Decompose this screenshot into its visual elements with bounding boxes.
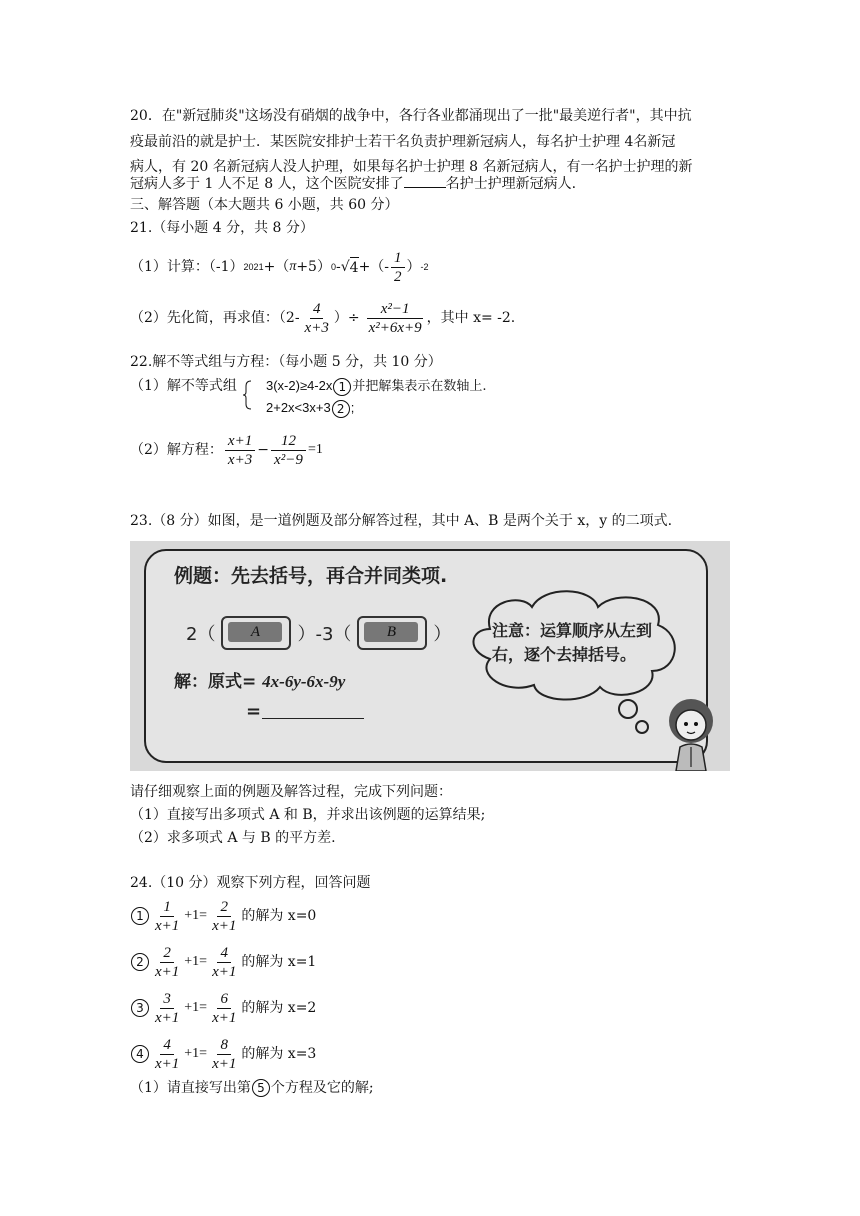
example-title: 例题：先去括号，再合并同类项. — [174, 565, 448, 587]
q24-right-fraction — [209, 1036, 239, 1073]
circled-number-icon: 3 — [131, 999, 149, 1017]
example-two: 2（ — [186, 624, 216, 645]
q22-p2-f2-den: x²−9 — [274, 451, 303, 468]
q24-left-fraction — [152, 898, 182, 935]
q22-p2-f1-num: x+1 — [225, 432, 255, 451]
q21-p2-label: （2）先化简，再求值：（2- — [130, 310, 300, 326]
example-illustration — [130, 541, 730, 771]
circled-number-icon: 2 — [332, 400, 350, 418]
q21-header: 21.（每小题 4 分，共 8 分） — [130, 220, 314, 236]
q24-plus-one: +1= — [184, 1000, 208, 1015]
q21-p1-fraction-den: 2 — [394, 268, 402, 285]
q24-header: 24.（10 分）观察下列方程，回答问题 — [130, 875, 371, 891]
q24-left-num: 3 — [160, 990, 174, 1009]
q24-equation — [130, 988, 316, 1028]
q24-left-fraction — [152, 990, 182, 1027]
q23-header: 23.（8 分）如图，是一道例题及部分解答过程，其中 A、B 是两个关于 x，y 的二项式. — [130, 513, 673, 529]
q24-right-fraction — [209, 944, 239, 981]
q21-p1-exp-neg2: -2 — [420, 262, 429, 272]
q24-right-num: 4 — [217, 944, 231, 963]
q22-p2-f2-num: 12 — [271, 432, 306, 451]
q21-p1-fraction — [391, 249, 405, 286]
q22-ineq2-text: 2+2x<3x+3 — [266, 400, 331, 415]
q20-line-2: 疫最前沿的就是护士．某医院安排护士若干名负责护理新冠病人，每名护士护理 4名新冠 — [130, 134, 676, 150]
q21-p2-fraction-1 — [302, 300, 332, 337]
q21-p1-exp-0: 0 — [330, 262, 336, 272]
q21-p1-four: 4 — [350, 257, 359, 278]
q22-ineq2-tail: ; — [350, 400, 355, 415]
q24-equation — [130, 942, 316, 982]
q24-right-den: x+1 — [212, 917, 237, 934]
q24-p1-text: （1）请直接写出第 — [130, 1080, 251, 1096]
circled-number-icon: 2 — [131, 953, 149, 971]
q23-instruction: 请仔细观察上面的例题及解答过程，完成下列问题： — [130, 784, 452, 800]
q21-p1-exp-2021: 2021 — [243, 262, 264, 272]
q24-equation — [130, 1034, 316, 1074]
q24-solution: 的解为 x=3 — [241, 1046, 317, 1062]
q21-p1-minus-sqrt: -√ — [335, 259, 350, 275]
q24-right-den: x+1 — [212, 963, 237, 980]
q21-p1-plus-open: +（- — [358, 259, 390, 275]
q24-solution: 的解为 x=0 — [241, 908, 317, 924]
q24-right-den: x+1 — [212, 1009, 237, 1026]
q22-p2-eq: =1 — [307, 442, 323, 457]
q21-p1-plus5: +5） — [296, 259, 331, 275]
q21-p2-fraction-2 — [366, 300, 425, 337]
q24-part-1 — [130, 1078, 374, 1098]
q24-plus-one: +1= — [184, 954, 208, 969]
polynomial-a-label: A — [228, 622, 282, 642]
q24-left-den: x+1 — [155, 963, 180, 980]
q21-p1-mid: +（ — [263, 259, 290, 275]
q21-part-2 — [130, 296, 515, 340]
q24-plus-one: +1= — [184, 1046, 208, 1061]
q24-right-num: 8 — [217, 1036, 231, 1055]
q21-p2-div: ）÷ — [333, 310, 360, 326]
q24-solution: 的解为 x=1 — [241, 954, 317, 970]
q22-inequality-2 — [266, 398, 354, 418]
answer-blank — [404, 173, 446, 188]
q24-right-num: 2 — [217, 898, 231, 917]
q21-p1-close: ） — [406, 259, 421, 275]
example-mid: ）-3（ — [297, 624, 352, 645]
q24-left-num: 4 — [160, 1036, 174, 1055]
q22-p2-minus: − — [257, 442, 269, 458]
q21-part-1 — [130, 250, 429, 284]
example-close: ） — [433, 624, 452, 645]
q21-p1-label: （1）计算：（-1） — [130, 259, 244, 275]
q20-line-1: 20．在"新冠肺炎"这场没有硝烟的战争中，各行各业都涌现出了一批"最美逆行者"，其中抗 — [130, 108, 692, 124]
q24-equation — [130, 896, 316, 936]
circled-number-icon: 5 — [252, 1079, 270, 1097]
q24-left-den: x+1 — [155, 1055, 180, 1072]
q24-left-fraction — [152, 944, 182, 981]
q24-right-fraction — [209, 990, 239, 1027]
circled-number-icon: 1 — [333, 378, 351, 396]
example-solution-expr: 4x-6y-6x-9y — [262, 672, 346, 691]
q21-p1-pi: π — [289, 259, 297, 274]
q22-p2-f1-den: x+3 — [227, 451, 253, 468]
q20-line-4-text: 冠病人多于 1 人不足 8 人，这个医院安排了 — [130, 176, 404, 192]
q20-line-4 — [130, 173, 576, 194]
circled-number-icon: 4 — [131, 1045, 149, 1063]
q21-p2-f2-den: x²+6x+9 — [368, 319, 422, 336]
q22-ineq1-text: 3(x-2)≥4-2x — [266, 378, 333, 393]
girl-cartoon-icon — [656, 691, 726, 771]
q21-p1-fraction-num: 1 — [391, 249, 405, 268]
q24-left-num: 2 — [160, 944, 174, 963]
q22-ineq1-tail: 并把解集表示在数轴上. — [352, 379, 487, 394]
circled-number-icon: 1 — [131, 907, 149, 925]
q24-left-fraction — [152, 1036, 182, 1073]
example-note: 注意：运算顺序从左到右，逐个去掉括号。 — [492, 621, 653, 664]
polynomial-b-label: B — [364, 622, 418, 642]
q24-plus-one: +1= — [184, 908, 208, 923]
q23-part-2: （2）求多项式 A 与 B 的平方差. — [130, 830, 336, 846]
q24-left-den: x+1 — [155, 917, 180, 934]
q22-header: 22.解不等式组与方程：（每小题 5 分，共 10 分） — [130, 354, 442, 370]
q21-p2-f1-den: x+3 — [304, 319, 329, 336]
q21-p2-f2-num: x²−1 — [367, 300, 424, 319]
q22-p2-label: （2）解方程： — [130, 442, 223, 458]
example-equals: = — [246, 701, 262, 722]
q24-solution: 的解为 x=2 — [241, 1000, 317, 1016]
q22-p1-label: （1）解不等式组 — [130, 378, 237, 394]
q24-left-num: 1 — [160, 898, 174, 917]
brace-icon — [242, 380, 252, 410]
q24-right-num: 6 — [217, 990, 231, 1009]
q20-line-3: 病人，有 20 名新冠病人没人护理，如果每名护士护理 8 名新冠病人，有一名护士护理的新 — [130, 159, 693, 175]
q22-p2-fraction-1 — [225, 432, 255, 469]
q21-p2-tail: ，其中 x= -2. — [426, 310, 516, 326]
q23-part-1: （1）直接写出多项式 A 和 B，并求出该例题的运算结果; — [130, 807, 486, 823]
q24-left-den: x+1 — [155, 1009, 180, 1026]
example-solution-label: 解：原式= — [174, 672, 257, 692]
q22-inequality-1 — [266, 376, 487, 397]
q22-part-2 — [130, 428, 323, 472]
q20-line-4-tail: 名护士护理新冠病人. — [445, 176, 577, 192]
q22-p2-fraction-2 — [271, 432, 306, 469]
section-3-heading: 三、解答题（本大题共 6 小题，共 60 分） — [130, 197, 399, 213]
q24-right-den: x+1 — [212, 1055, 237, 1072]
q24-p1-tail: 个方程及它的解; — [270, 1080, 374, 1096]
q24-right-fraction — [209, 898, 239, 935]
q21-p2-f1-num: 4 — [310, 300, 324, 319]
